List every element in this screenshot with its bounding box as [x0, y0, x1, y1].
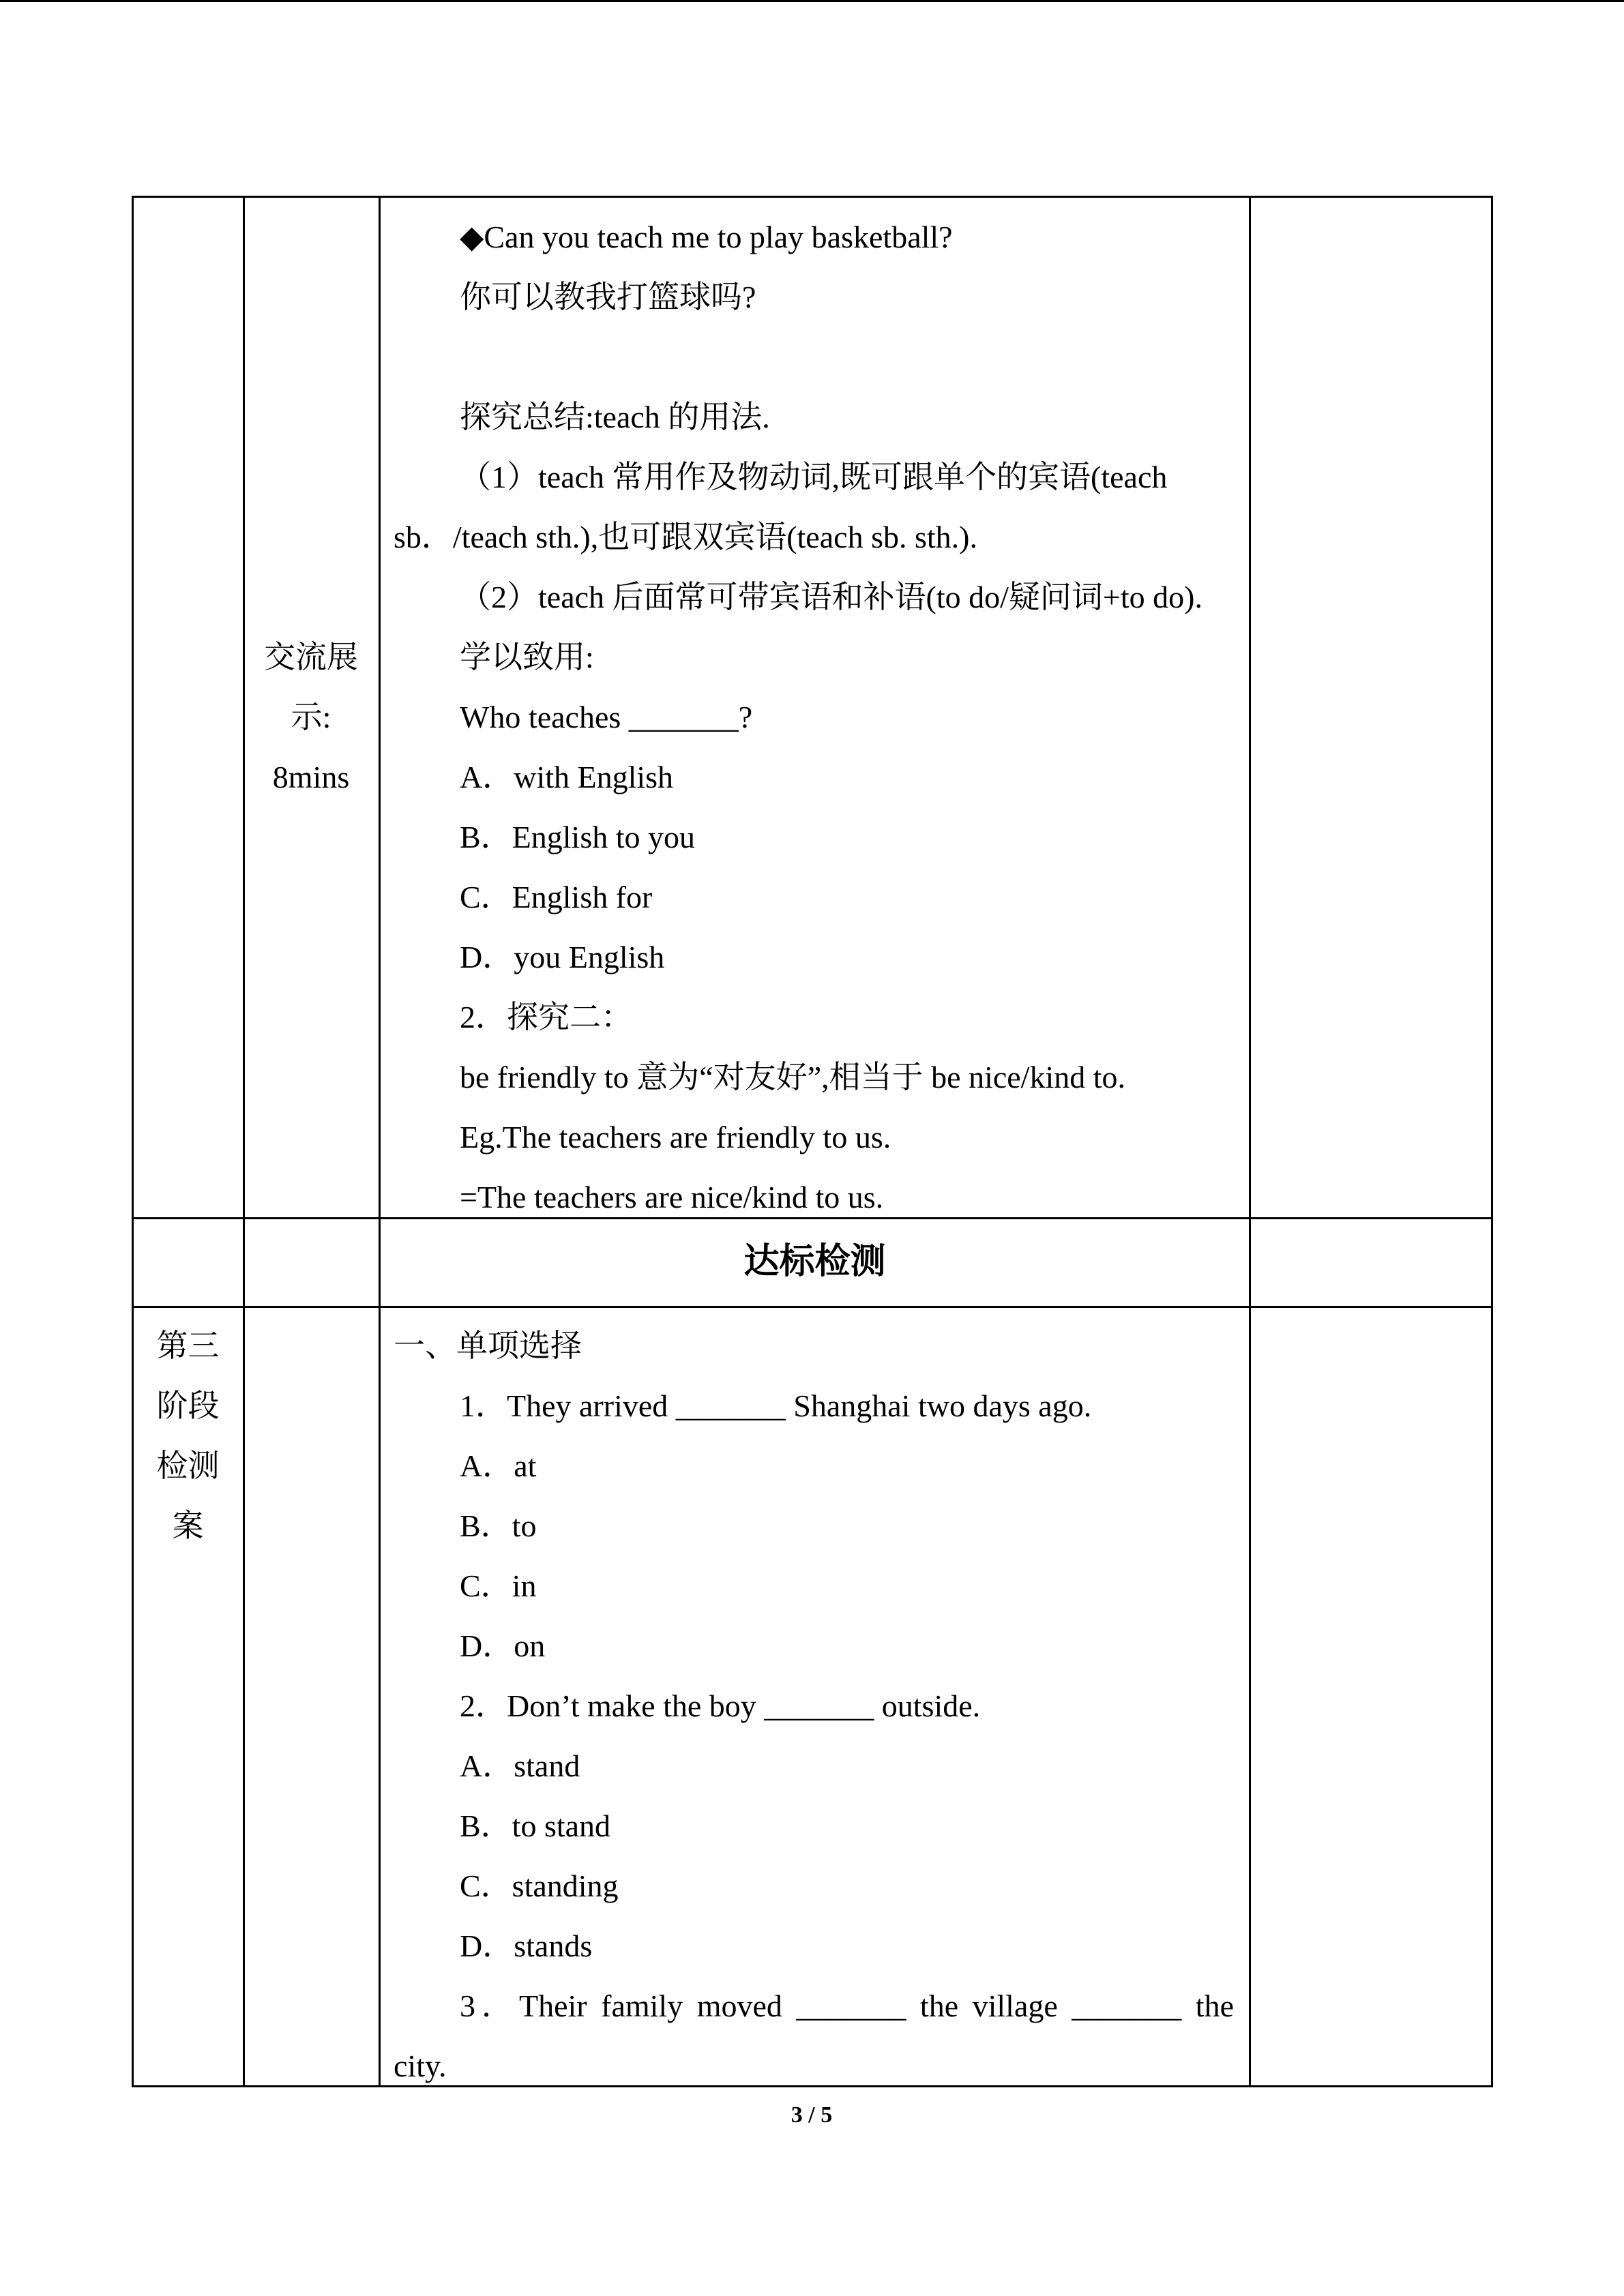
content-line: （2）teach 后面常可带宾语和补语(to do/疑问词+to do).: [460, 580, 1202, 614]
content-line: 探究总结:teach 的用法.: [460, 400, 770, 434]
option-b: B．to: [460, 1508, 537, 1543]
content-line: city.: [394, 2048, 447, 2083]
question-line: 2．Don’t make the boy _______ outside.: [460, 1688, 981, 1723]
stage-label-line: 8mins: [272, 760, 350, 794]
table-col-divider: [243, 196, 245, 2087]
question-line: 1．They arrived _______ Shanghai two days ago.: [460, 1388, 1092, 1423]
stage-label-line: 交流展: [264, 640, 358, 674]
table-border-right: [1491, 196, 1493, 2087]
option-b: B．to stand: [460, 1808, 611, 1843]
content-line: 2．探究二：: [460, 1000, 632, 1034]
content-line: ◆Can you teach me to play basketball?: [460, 220, 953, 254]
table-border-top: [132, 196, 1493, 198]
stage-label-line: 阶段: [156, 1388, 220, 1423]
table-col-divider: [379, 196, 381, 2087]
table-row-divider: [132, 1306, 1493, 1308]
option-a: A．stand: [460, 1748, 580, 1783]
stage-label-line: 示:: [291, 700, 331, 734]
stage-label-line: 检测: [156, 1448, 220, 1483]
option-c: C．in: [460, 1568, 537, 1603]
content-line: 一、单项选择: [394, 1328, 582, 1363]
content-line: 学以致用:: [460, 640, 594, 674]
question-line: 3．Their family moved _______ the village _______ the: [460, 1988, 1234, 2023]
option-d: D．on: [460, 1628, 546, 1663]
content-line: Eg.The teachers are friendly to us.: [460, 1120, 891, 1154]
table-border-left: [132, 196, 134, 2087]
page-number: 3 / 5: [791, 2102, 833, 2128]
option-d: D．stands: [460, 1928, 593, 1963]
content-line: =The teachers are nice/kind to us.: [460, 1180, 884, 1214]
option-c: C．standing: [460, 1868, 619, 1903]
option-a: A．at: [460, 1448, 537, 1483]
content-line: sb．/teach sth.),也可跟双宾语(teach sb. sth.).: [394, 520, 977, 554]
page-top-border: [0, 0, 1624, 2]
stage-label-line: 第三: [156, 1328, 220, 1363]
option-c: C．English for: [460, 880, 653, 914]
content-line: be friendly to 意为“对友好”,相当于 be nice/kind to.: [460, 1060, 1126, 1094]
option-a: A．with English: [460, 760, 674, 794]
content-line: （1）teach 常用作及物动词,既可跟单个的宾语(teach: [460, 460, 1168, 494]
content-line: 你可以教我打篮球吗?: [460, 280, 756, 314]
stage-label-line: 案: [172, 1508, 204, 1543]
option-b: B．English to you: [460, 820, 696, 854]
table-border-bottom: [132, 2085, 1493, 2087]
content-line: Who teaches _______?: [460, 700, 753, 734]
option-d: D．you English: [460, 940, 665, 974]
table-col-divider: [1249, 196, 1251, 2087]
section-heading: 达标检测: [743, 1241, 886, 1282]
